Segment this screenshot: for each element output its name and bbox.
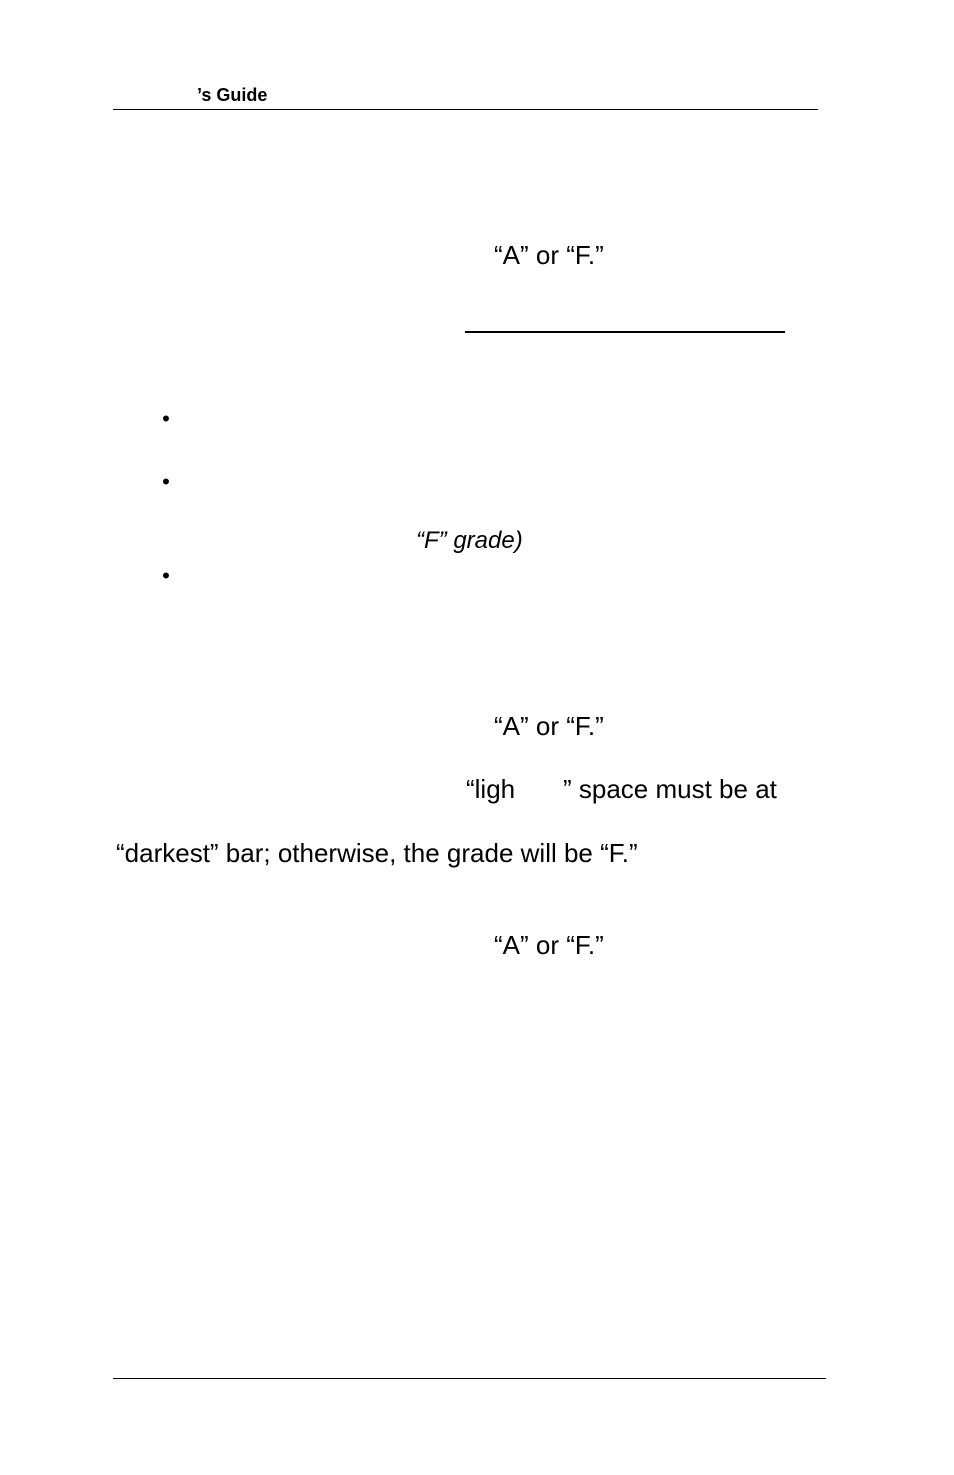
footer-rule — [113, 1378, 826, 1379]
grade-line-2: “A” or “F.” — [494, 711, 604, 741]
darkest-bar-sentence: “darkest” bar; otherwise, the grade will be “F.” — [116, 838, 638, 868]
light-fragment-end: ” space must be at — [563, 774, 777, 804]
bullet-3: • — [162, 563, 170, 588]
italic-grade-note: “F” grade) — [416, 527, 523, 554]
header-rule — [113, 109, 818, 110]
underline-rule — [465, 331, 785, 333]
bullet-2: • — [162, 469, 170, 494]
light-fragment-start: “ligh — [466, 774, 516, 804]
running-header-title: ’s Guide — [197, 85, 268, 105]
grade-line-1: “A” or “F.” — [494, 240, 604, 270]
bullet-1: • — [162, 406, 170, 431]
grade-line-3: “A” or “F.” — [494, 930, 604, 960]
